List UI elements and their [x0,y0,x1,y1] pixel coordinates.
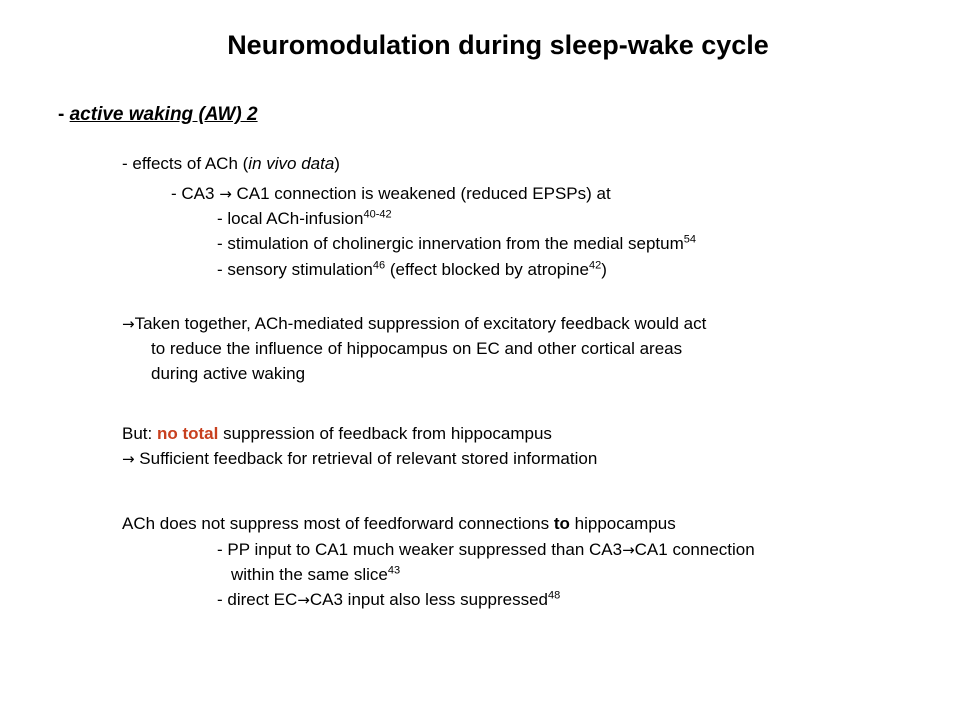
in-vivo-text: in vivo data [248,154,335,173]
sufficient-line [122,449,597,469]
ca3-input-text: CA3 input also less suppressed [309,590,549,609]
ref-sup: 48 [548,589,561,602]
direct-ec-text: - direct EC [217,590,298,609]
pp-input-line [217,540,755,560]
effects-text: - effects of ACh ( [122,154,249,173]
weakened-text: CA1 connection is weakened (reduced EPSPs) at [231,184,611,203]
ca3-text: - CA3 [171,184,220,203]
sensory-line [217,260,607,280]
ref-sup: 43 [387,564,401,577]
ref-sup: 40-42 [363,208,392,221]
effects-close: ) [334,154,340,173]
ca3-ca1-line [171,184,611,204]
suppression-text: suppression of feedback from hippocampus [218,424,552,443]
arrow-icon: → [622,541,635,559]
section-heading [58,104,258,126]
feedforward-line [122,514,676,534]
slide-title: Neuromodulation during sleep-wake cycle [227,30,769,60]
taken-together-line [122,314,706,334]
ca1-connection-text: CA1 connection [634,540,755,559]
close-paren: ) [601,260,607,279]
septum-line [217,234,696,254]
section-dash: - [58,104,70,125]
active-waking-line: during active waking [151,364,306,383]
but-line [122,424,552,444]
ref-sup: 42 [588,259,602,272]
arrow-icon: → [122,450,135,468]
same-slice-line [231,565,400,585]
arrow-icon: → [297,591,310,609]
ref-sup: 54 [683,233,697,246]
but-text: But: [122,424,157,443]
to-bold: to [553,514,570,533]
effects-line [122,154,340,174]
sensory-text: - sensory stimulation [217,260,373,279]
feedforward-text: ACh does not suppress most of feedforward connections [122,514,554,533]
arrow-icon: → [122,315,135,333]
local-infusion-line [217,209,392,229]
taken-together-text: Taken together, ACh-mediated suppression of excitatory feedback would act [134,314,707,333]
hippocampus-text: hippocampus [569,514,676,533]
arrow-icon: → [219,185,232,203]
same-slice-text: within the same slice [231,565,388,584]
septum-text: - stimulation of cholinergic innervation from the medial septum [217,234,684,253]
ref-sup: 46 [372,259,386,272]
direct-ec-line [217,590,560,610]
atropine-text: (effect blocked by atropine [385,260,589,279]
no-total-highlight: no total [156,424,219,443]
sufficient-text: Sufficient feedback for retrieval of relevant stored information [134,449,598,468]
section-label: active waking (AW) 2 [69,104,258,125]
influence-line: to reduce the influence of hippocampus on EC and other cortical areas [151,339,683,358]
local-infusion-text: - local ACh-infusion [217,209,364,228]
pp-input-text: - PP input to CA1 much weaker suppressed than CA3 [217,540,623,559]
